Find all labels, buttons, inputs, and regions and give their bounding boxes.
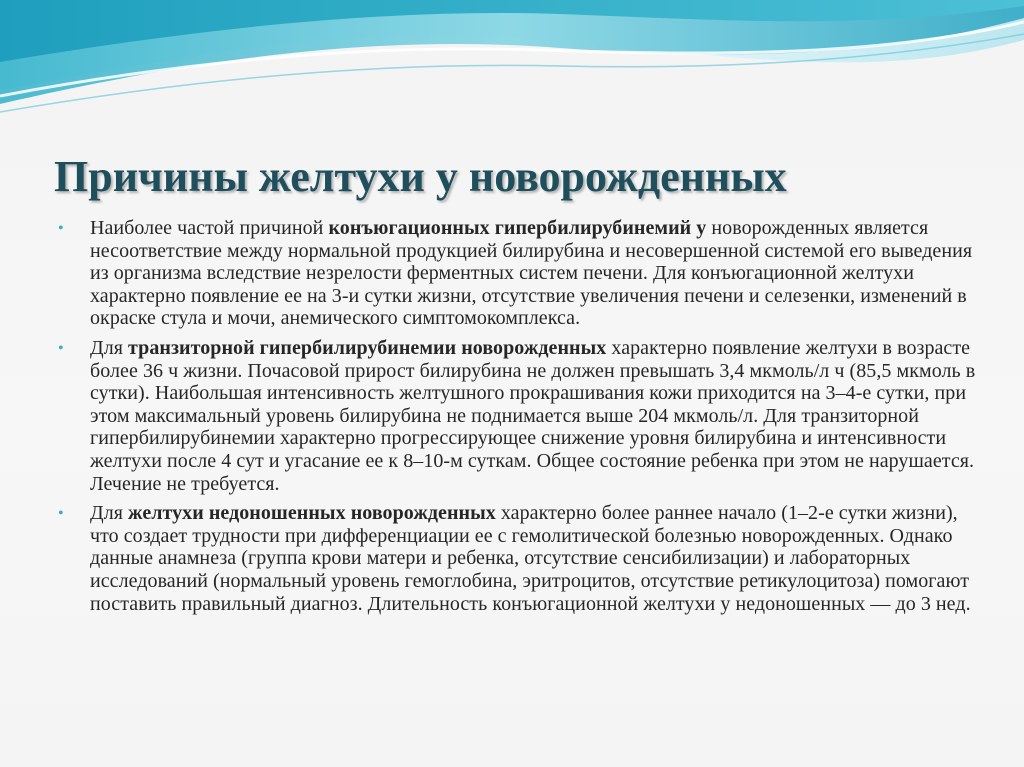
bullet-bold-term: желтухи недоношенных новорожденных	[128, 502, 496, 525]
bullet-text-body: характерно появление желтухи в возрасте более 36 ч жизни. Почасовой прирост билирубина не должен превышать 3,4 мкмоль/л ч (85,5 мкмоль в сутки). Наибольшая интенсивность желтушного прокрашивания кожи приходится на 3–4-е сутки, при этом максимальный уровень билирубина не поднимается выше 204 мкмоль/л. Для транзиторной гипербилирубинемии характерно прогрессирующее снижение уровня билирубина и интенсивности желтухи после 4 сут и угасание ее к 8–10-м суткам. Общее состояние ребенка при этом не нарушается. Лечение не требуется.	[90, 336, 976, 495]
bullet-bold-term: транзиторной гипербилирубинемии новорожденных	[128, 336, 607, 359]
page-title: Причины желтухи у новорожденных	[54, 152, 787, 201]
bullet-text-lead: Для	[90, 502, 129, 525]
bullet-text-lead: Для	[90, 336, 129, 359]
bullet-list	[58, 217, 978, 622]
decorative-wave-banner	[0, 0, 1024, 150]
bullet-bold-term: конъюгационных гипербилирубинемий у	[328, 217, 707, 239]
bullet-text-lead: Наиболее частой причиной	[90, 217, 329, 239]
bullet-item	[58, 217, 978, 330]
bullet-dot-icon: •	[58, 220, 64, 237]
bullet-text-body: характерно более раннее начало (1–2-е сутки жизни), что создает трудности при дифференциации ее с гемолитической болезнью новорожденных. Однако данные анамнеза (группа крови матери и ребенка, отсутствие сенсибилизации) и лабораторных исследований (нормальный уровень гемоглобина, эритроцитов, отсутствие ретикулоцитоза) помогают поставить правильный диагноз. Длительность конъюгационной желтухи у недоношенных — до 3 нед.	[90, 502, 971, 615]
bullet-item	[58, 337, 978, 495]
bullet-item	[58, 502, 978, 615]
bullet-dot-icon: •	[58, 505, 64, 523]
bullet-dot-icon: •	[58, 339, 64, 357]
bullet-text-body: новорожденных является несоответствие между нормальной продукцией билирубина и несовершенной системой его выведения из организма вследствие незрелости ферментных систем печени. Для конъюгационной желтухи характерно появление ее на 3-и сутки жизни, отсутствие увеличения печени и селезенки, изменений в окраске стула и мочи, анемического симптомокомплекса.	[90, 217, 973, 330]
